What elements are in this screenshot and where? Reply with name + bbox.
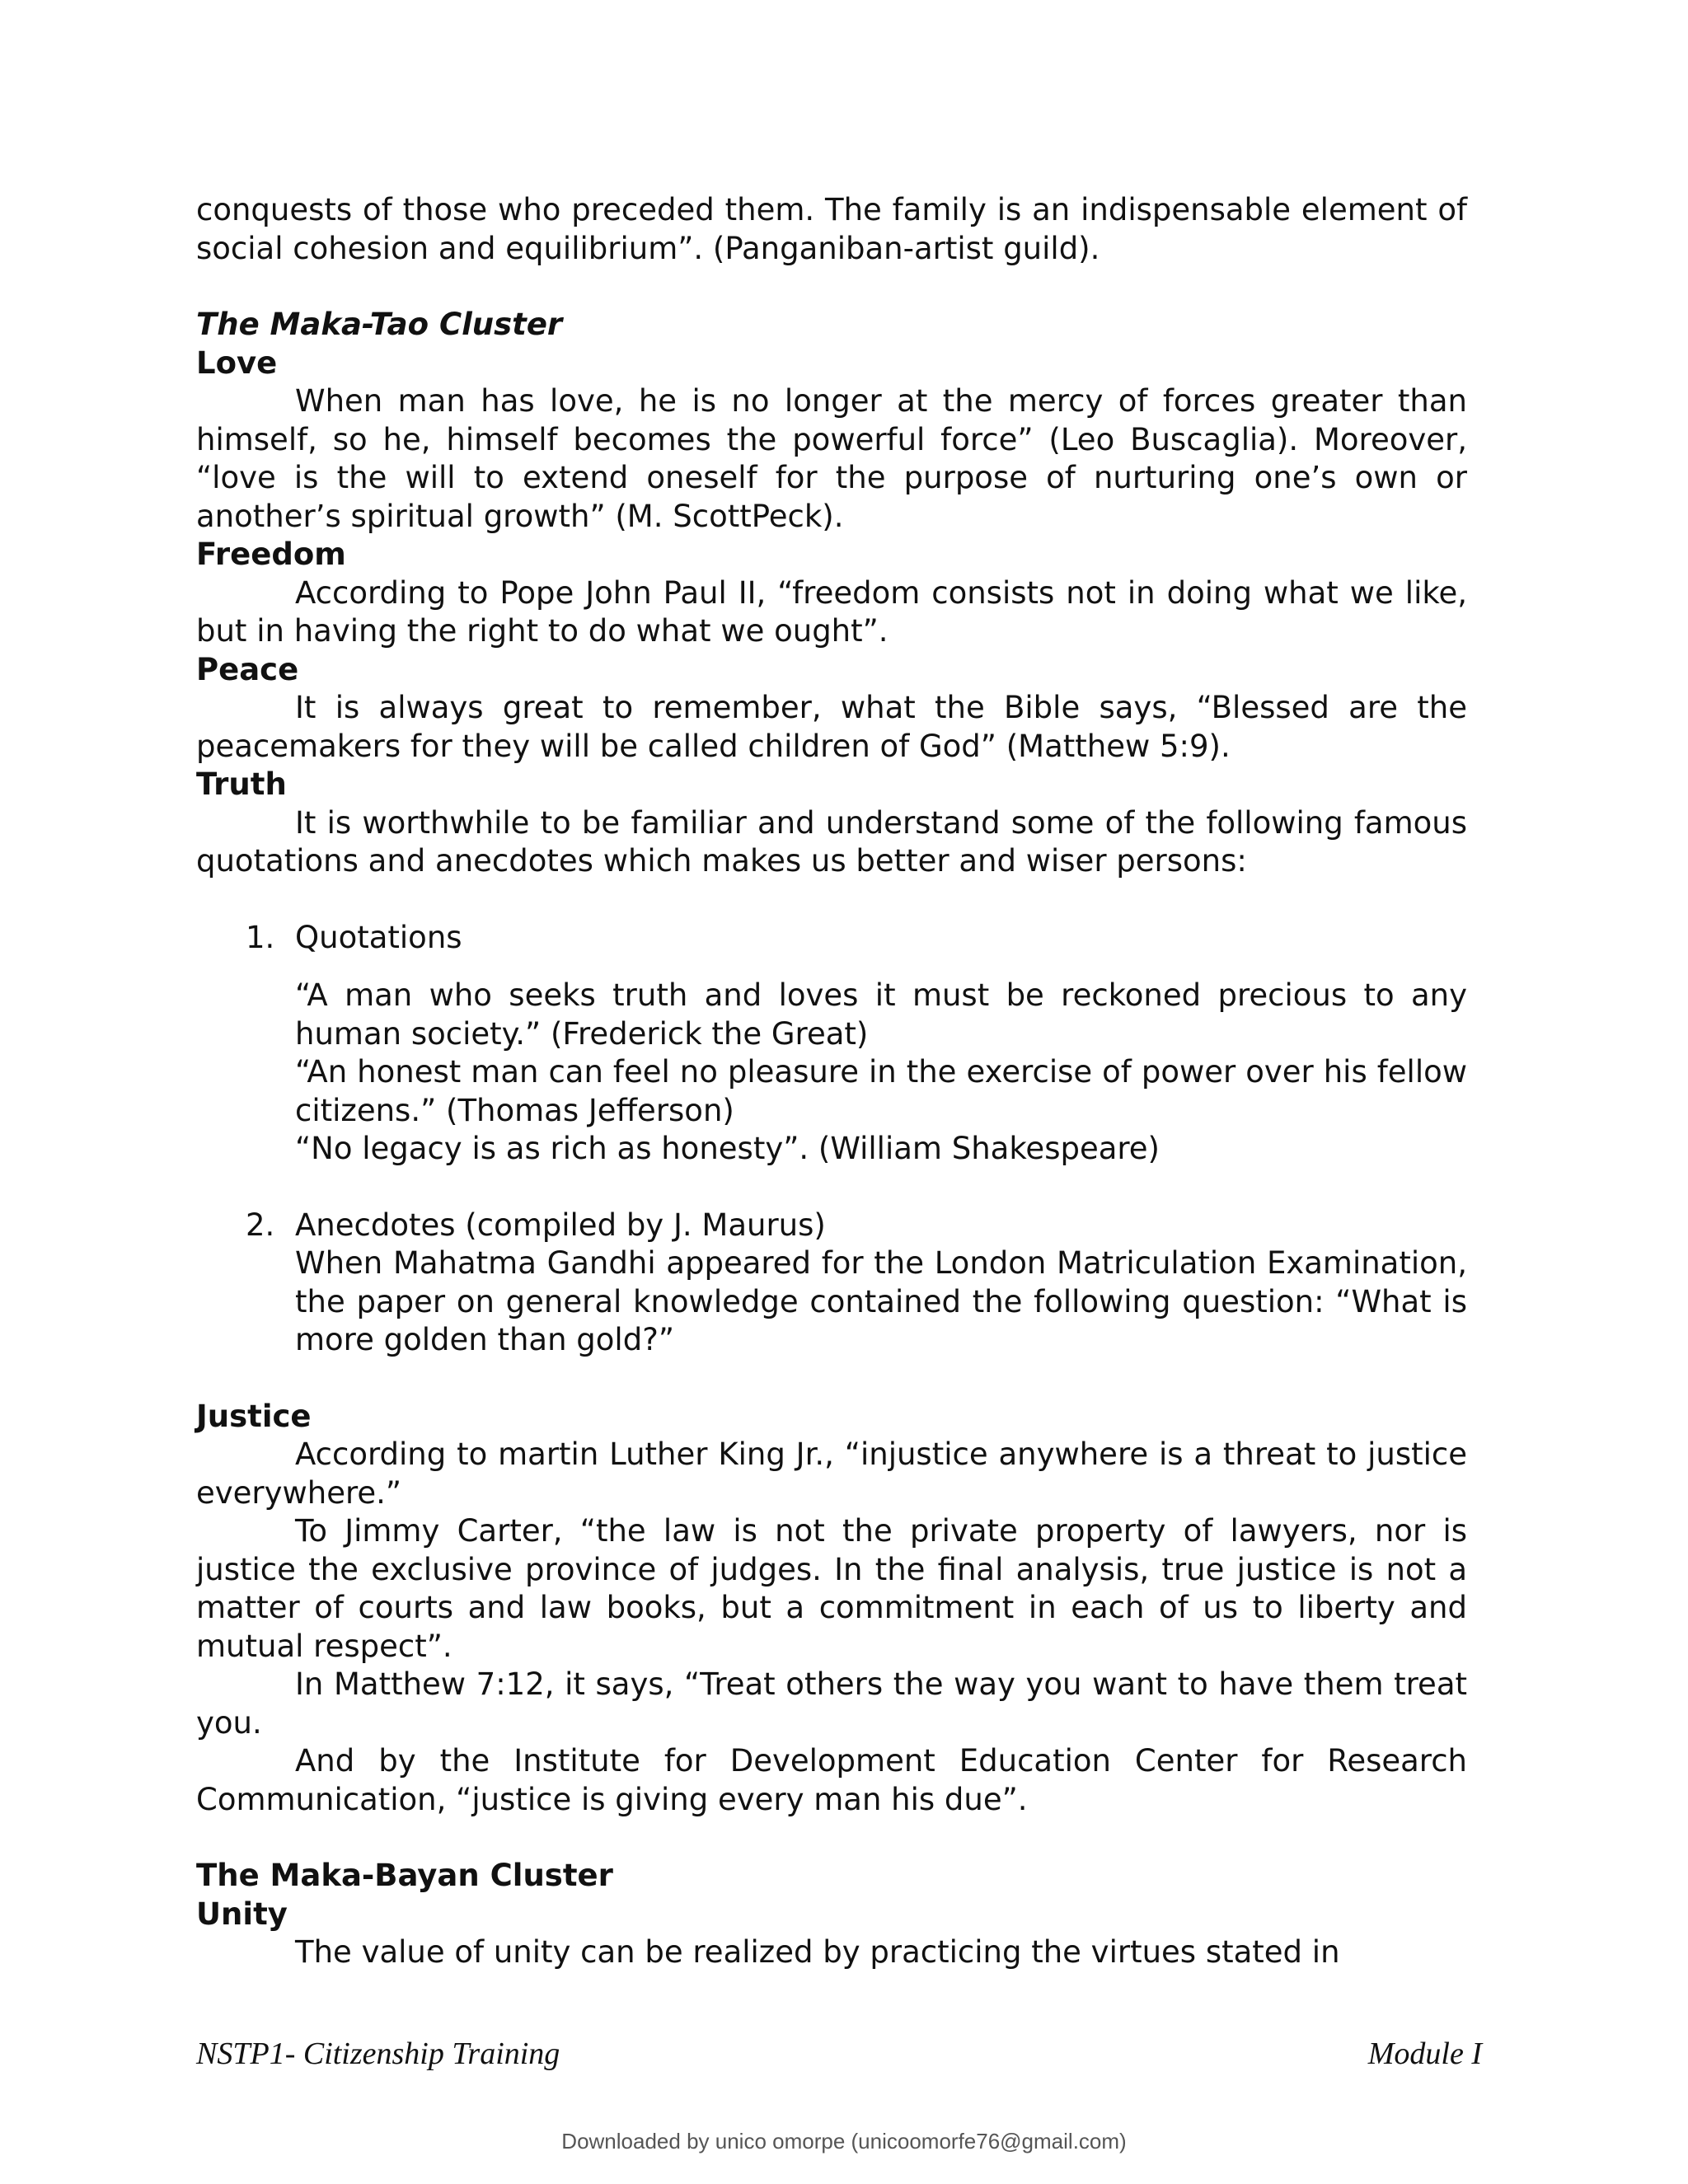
quote-line: “No legacy is as rich as honesty”. (William Shakespeare) — [295, 1131, 1160, 1166]
paragraph-peace: It is always great to remember, what the Bible says, “Blessed are the peacemakers for they will be called children of God” (Matthew 5:9). — [196, 690, 1467, 764]
list-item-anecdotes — [196, 1207, 1467, 1360]
heading-truth: Truth — [196, 766, 287, 802]
list-item-title: Quotations — [295, 919, 462, 955]
spacer — [196, 1819, 1467, 1857]
paragraph-justice: To Jimmy Carter, “the law is not the private property of lawyers, nor is justice the exclusive province of judges. In the final analysis, true justice is not a matter of courts and law books, but a commitment in each of us to liberty and mutual respect”. — [196, 1513, 1467, 1664]
paragraph-justice: According to martin Luther King Jr., “injustice anywhere is a threat to justice everywhere.” — [196, 1436, 1467, 1511]
list-item-title: Anecdotes (compiled by J. Maurus) — [295, 1207, 826, 1243]
paragraph-justice: In Matthew 7:12, it says, “Treat others the way you want to have them treat you. — [196, 1666, 1467, 1741]
list-body — [295, 1207, 1467, 1360]
document-page — [196, 191, 1467, 1972]
list-number: 1. — [246, 919, 275, 955]
heading-justice: Justice — [196, 1398, 312, 1434]
heading-peace: Peace — [196, 651, 299, 687]
section-title-maka-tao: The Maka-Tao Cluster — [196, 307, 563, 342]
heading-unity: Unity — [196, 1896, 288, 1932]
paragraph-freedom: According to Pope John Paul II, “freedom consists not in doing what we like, but in having the right to do what we ought”. — [196, 574, 1467, 649]
spacer — [196, 1360, 1467, 1398]
section-title-maka-bayan: The Maka-Bayan Cluster — [196, 1858, 613, 1893]
anecdote-text: When Mahatma Gandhi appeared for the London Matriculation Examination, the paper on general knowledge contained the following question: “What is more golden than gold?” — [295, 1245, 1467, 1357]
list-item-quotations — [196, 919, 1467, 1169]
paragraph-truth: It is worthwhile to be familiar and understand some of the following famous quotations and anecdotes which makes us better and wiser persons: — [196, 804, 1467, 879]
heading-love: Love — [196, 344, 278, 381]
paragraph-justice: And by the Institute for Development Education Center for Research Communication, “justice is giving every man his due”. — [196, 1743, 1467, 1817]
spacer — [196, 1169, 1467, 1207]
spacer — [196, 268, 1467, 306]
intro-paragraph: conquests of those who preceded them. The family is an indispensable element of social cohesion and equilibrium”. (Panganiban-artist guild). — [196, 192, 1467, 266]
footer-course-title: NSTP1- Citizenship Training — [196, 2036, 560, 2071]
list-number: 2. — [246, 1207, 275, 1243]
quote-block — [295, 977, 1467, 1169]
heading-freedom: Freedom — [196, 537, 346, 572]
quote-line: “A man who seeks truth and loves it must be reckoned precious to any human society.” (Frederick the Great) — [295, 977, 1467, 1052]
footer-module-label: Module I — [1367, 2036, 1482, 2071]
download-notice: Downloaded by unico omorpe (unicoomorfe76@gmail.com) — [561, 2129, 1127, 2154]
paragraph-love: When man has love, he is no longer at the mercy of forces greater than himself, so he, himself becomes the powerful force” (Leo Buscaglia). Moreover, “love is the will to extend oneself for the purpose of nurturing one’s own or another’s spiritual growth” (M. ScottPeck). — [196, 383, 1467, 534]
paragraph-unity: The value of unity can be realized by practicing the virtues stated in — [295, 1934, 1340, 1970]
quote-line: “An honest man can feel no pleasure in the exercise of power over his fellow citizens.” (Thomas Jefferson) — [295, 1054, 1467, 1128]
list-body — [295, 919, 1467, 1169]
truth-list — [196, 919, 1467, 1360]
spacer — [196, 881, 1467, 919]
